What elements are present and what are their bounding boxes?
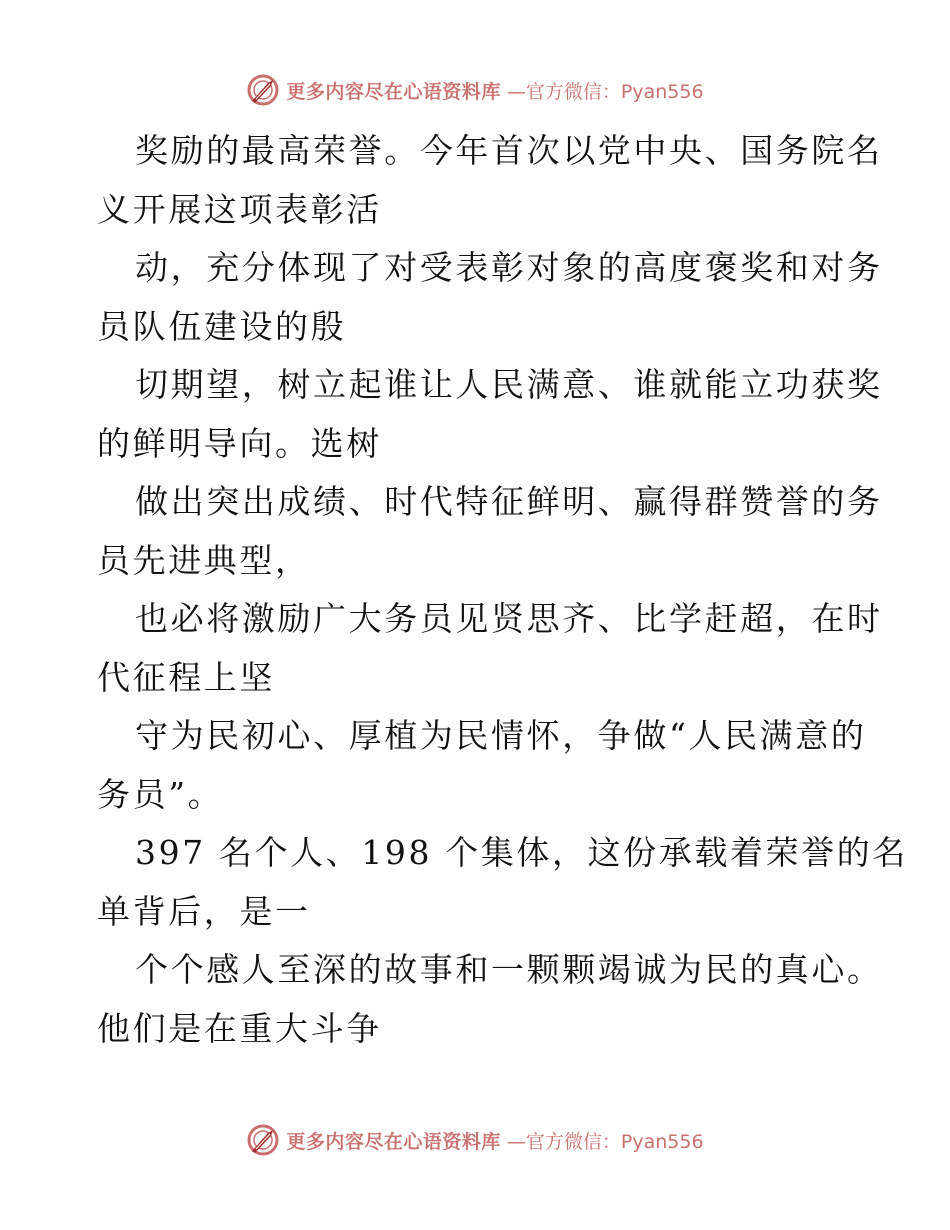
body-line: 守为民初心、厚植为民情怀，争做“人民满意的 [135,716,867,755]
body-line: 代征程上坚 [97,657,275,697]
footer-watermark-banner [0,1120,950,1160]
body-line: 做出突出成绩、时代特征鲜明、赢得群赞誉的务 [135,482,883,521]
body-line: 也必将激励广大务员见贤思齐、比学赶超，在时 [135,599,883,638]
body-line: 的鲜明导向。选树 [97,423,382,463]
footer-banner-main: 更多内容尽在心语资料库 [286,1130,501,1153]
header-banner-inner [246,73,703,107]
body-line: 切期望，树立起谁让人民满意、谁就能立功获奖 [135,365,883,404]
body-line: 员先进典型， [97,540,311,580]
body-line: 个个感人至深的故事和一颗颗竭诚为民的真心。 [135,950,883,989]
body-line: 单背后，是一 [97,891,311,931]
body-line: 他们是在重大斗争 [97,1008,382,1048]
body-line: 397 名个人、198 个集体，这份承载着荣誉的名 [135,833,908,872]
footer-banner-tail: —官方微信：Pyan556 [506,1130,704,1153]
header-banner-main: 更多内容尽在心语资料库 [286,80,501,103]
quill-logo-icon [246,1123,280,1157]
body-line: 义开展这项表彰活 [97,189,382,229]
body-line: 务员”。 [97,774,224,814]
header-banner-tail: —官方微信：Pyan556 [506,80,704,103]
body-line: 动，充分体现了对受表彰对象的高度褒奖和对务 [135,248,883,287]
document-body [97,122,908,1058]
header-watermark-banner [0,70,950,110]
footer-banner-inner [246,1123,703,1157]
quill-logo-icon [246,73,280,107]
body-line: 员队伍建设的殷 [97,306,347,346]
body-line: 奖励的最高荣誉。今年首次以党中央、国务院名 [135,131,883,170]
